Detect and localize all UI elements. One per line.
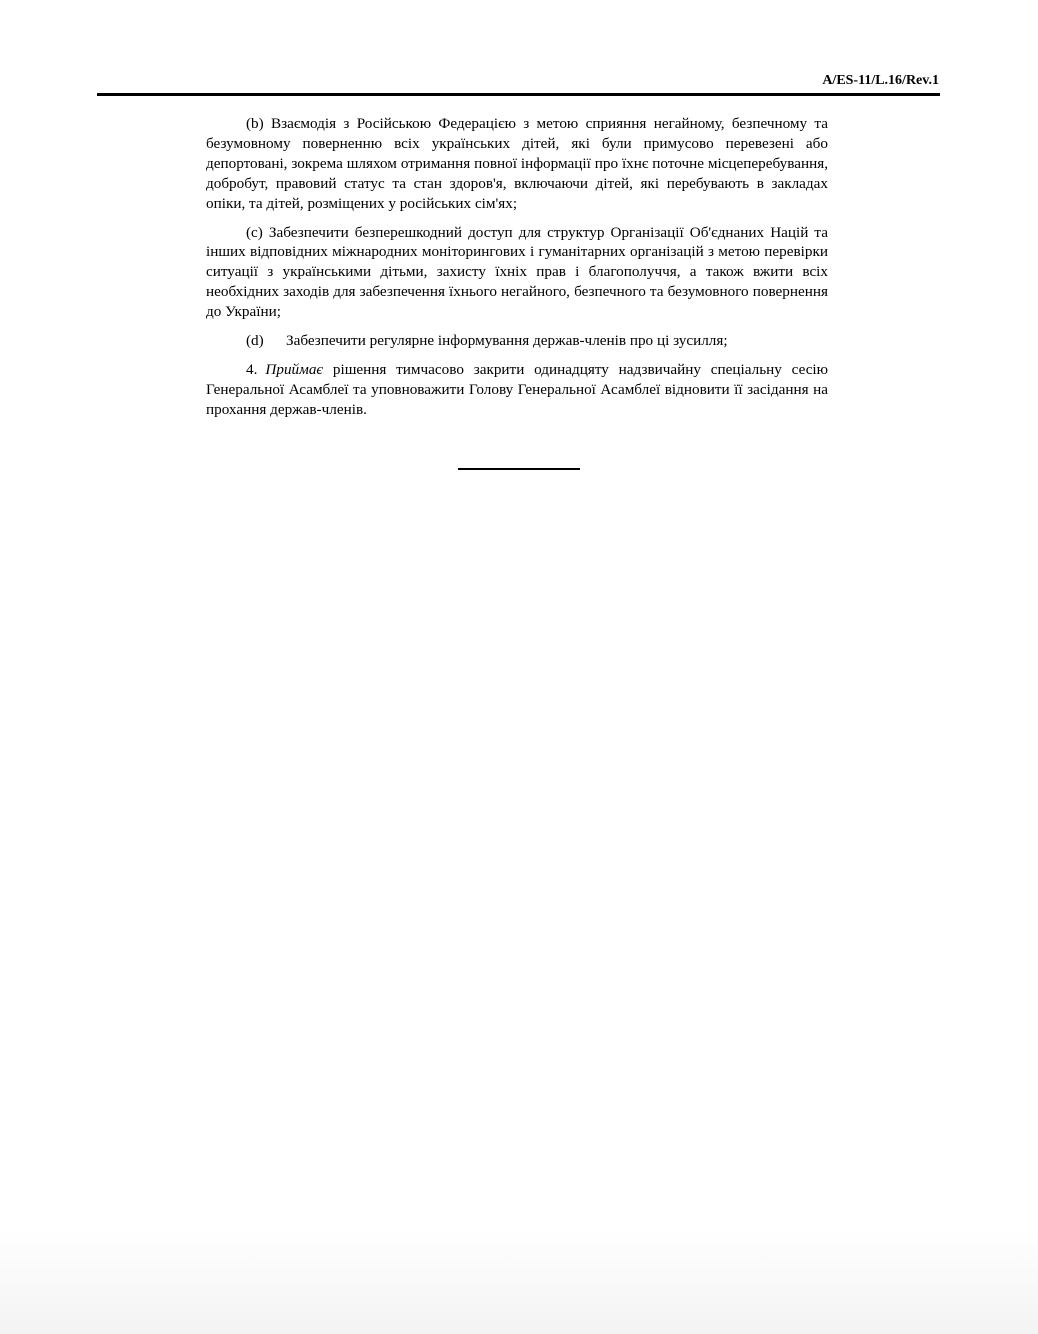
paragraph-d-text: Забезпечити регулярне інформування держав-членів про ці зусилля; [286, 332, 728, 350]
paragraph-4-verb: Приймає [265, 360, 324, 378]
paragraph-b-text: Взаємодія з Російською Федерацією з метою сприяння негайному, безпечному та безумовному поверненню всіх українських дітей, які були примусово перевезені або депортовані, зокрема шляхом отримання повної інформації про їхнє поточне місцеперебування, добробут, правовий статус та стан здоров'я, включаючи дітей, які перебувають в закладах опіки, та дітей, розміщених у російських сім'ях; [206, 115, 828, 212]
closing-rule [458, 468, 580, 470]
paragraph-b-marker: (b) [246, 115, 264, 132]
paragraph-c-text: Забезпечити безперешкодний доступ для структур Організації Об'єднаних Націй та інших відповідних міжнародних моніторингових і гуманітарних організацій з метою перевірки ситуації з українськими дітьми, захисту їхніх прав і благополуччя, а також вжити всіх необхідних заходів для забезпечення їхнього негайного, безпечного та безумовного повернення до України; [206, 223, 828, 321]
resolution-body [206, 114, 828, 420]
paragraph-c [206, 223, 828, 323]
paragraph-c-marker: (c) [246, 223, 263, 241]
paragraph-d-marker: (d) [246, 332, 264, 350]
paragraph-4-text: рішення тимчасово закрити одинадцяту надзвичайну спеціальну сесію Генеральної Асамблеї та уповноважити Голову Генеральної Асамблеї відновити її засідання на прохання держав-членів. [206, 360, 828, 418]
paragraph-4-number: 4. [246, 360, 258, 378]
paragraph-4 [206, 360, 828, 420]
document-symbol: A/ES-11/L.16/Rev.1 [822, 73, 939, 88]
paragraph-b [206, 114, 828, 214]
header-rule [97, 93, 940, 96]
paragraph-d [206, 331, 828, 351]
